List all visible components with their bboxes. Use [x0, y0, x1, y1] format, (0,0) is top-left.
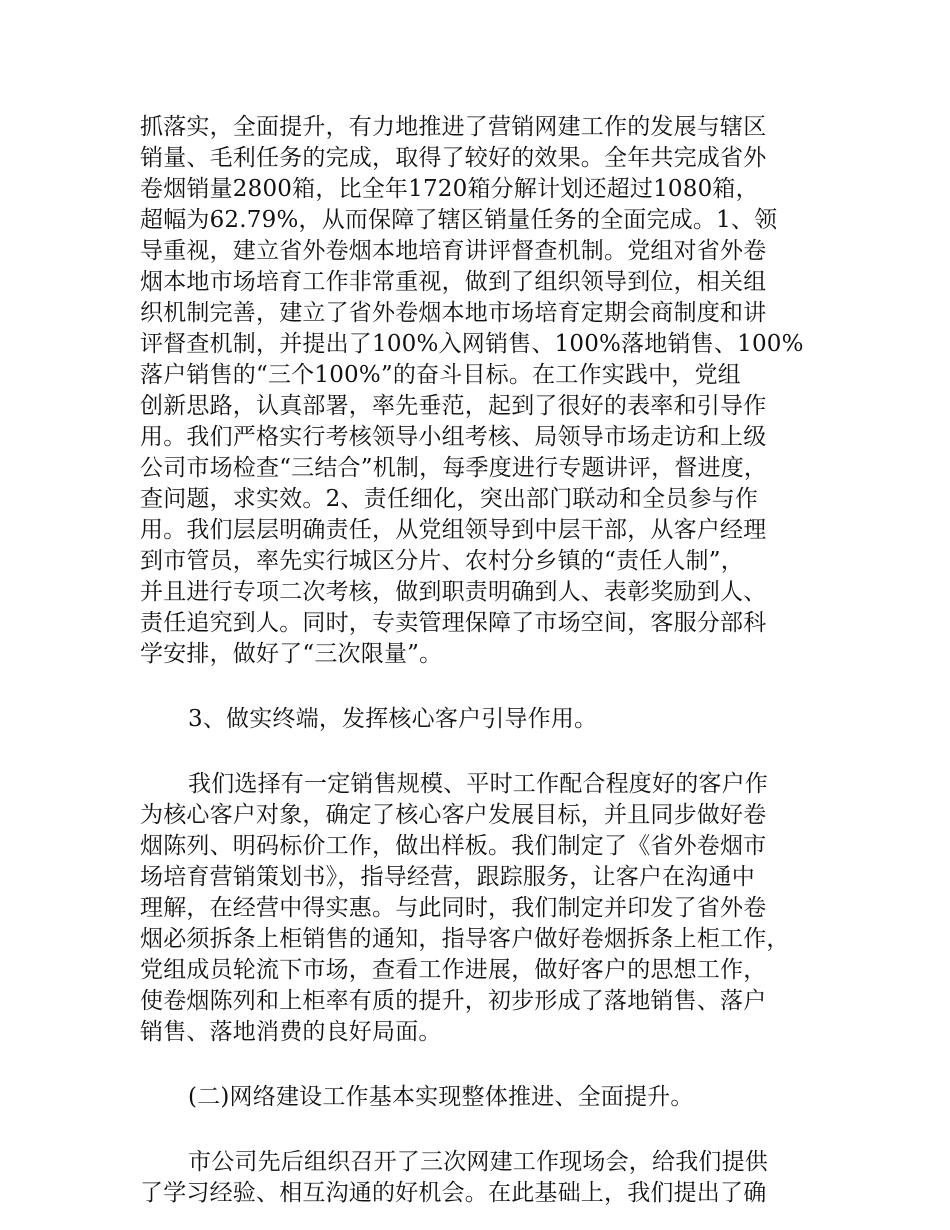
text-line: 到市管员，率先实行城区分片、农村分乡镇的“责任人制”， — [140, 548, 744, 574]
text-line: 落户销售的“三个100%”的奋斗目标。在工作实践中，党组 — [140, 362, 741, 388]
text-line: 并且进行专项二次考核，做到职责明确到人、表彰奖励到人、 — [140, 579, 767, 605]
text-line: 为核心客户对象，确定了核心客户发展目标，并且同步做好卷 — [140, 802, 767, 828]
text-line: 场培育营销策划书》，指导经营，跟踪服务，让客户在沟通中 — [140, 864, 755, 890]
section-heading: 3、做实终端，发挥核心客户引导作用。 — [188, 706, 598, 732]
text-line: 抓落实，全面提升，有力地推进了营销网建工作的发展与辖区 — [140, 114, 767, 140]
text-line: 烟本地市场培育工作非常重视，做到了组织领导到位，相关组 — [140, 269, 767, 295]
text-line: 使卷烟陈列和上柜率有质的提升，初步形成了落地销售、落户 — [140, 988, 767, 1014]
text-line: 用。我们严格实行考核领导小组考核、局领导市场走访和上级 — [140, 424, 767, 450]
text-line: 烟陈列、明码标价工作，做出样板。我们制定了《省外卷烟市 — [140, 833, 767, 859]
text-line: 学安排，做好了“三次限量”。 — [140, 641, 443, 667]
text-line: 销量、毛利任务的完成，取得了较好的效果。全年共完成省外 — [140, 145, 767, 171]
text-line: 烟必须拆条上柜销售的通知，指导客户做好卷烟拆条上柜工作， — [140, 926, 790, 952]
text-line: 查问题，求实效。2、责任细化，突出部门联动和全员参与作 — [140, 486, 759, 512]
text-line: 理解，在经营中得实惠。与此同时，我们制定并印发了省外卷 — [140, 895, 767, 921]
text-line: 卷烟销量2800箱，比全年1720箱分解计划还超过1080箱， — [140, 176, 759, 202]
text-line: 超幅为62.79%，从而保障了辖区销量任务的全面完成。1、领 — [140, 207, 778, 233]
text-line: 织机制完善，建立了省外卷烟本地市场培育定期会商制度和讲 — [140, 300, 767, 326]
text-line: 用。我们层层明确责任，从党组领导到中层干部，从客户经理 — [140, 517, 767, 543]
text-line: 市公司先后组织召开了三次网建工作现场会，给我们提供 — [188, 1149, 768, 1175]
text-line: 创新思路，认真部署，率先垂范，起到了很好的表率和引导作 — [140, 393, 767, 419]
text-line: 我们选择有一定销售规模、平时工作配合程度好的客户作 — [188, 771, 768, 797]
text-line: 销售、落地消费的良好局面。 — [140, 1019, 442, 1045]
text-line: 责任追究到人。同时，专卖管理保障了市场空间，客服分部科 — [140, 610, 767, 636]
text-line: 了学习经验、相互沟通的好机会。在此基础上，我们提出了确 — [140, 1180, 767, 1206]
text-line: 党组成员轮流下市场，查看工作进展，做好客户的思想工作， — [140, 957, 767, 983]
section-heading: (二)网络建设工作基本实现整体推进、全面提升。 — [188, 1084, 694, 1110]
text-line: 评督查机制，并提出了100%入网销售、100%落地销售、100% — [140, 331, 804, 357]
text-line: 导重视，建立省外卷烟本地培育讲评督查机制。党组对省外卷 — [140, 238, 767, 264]
text-line: 公司市场检查“三结合”机制，每季度进行专题讲评，督进度， — [140, 455, 768, 481]
